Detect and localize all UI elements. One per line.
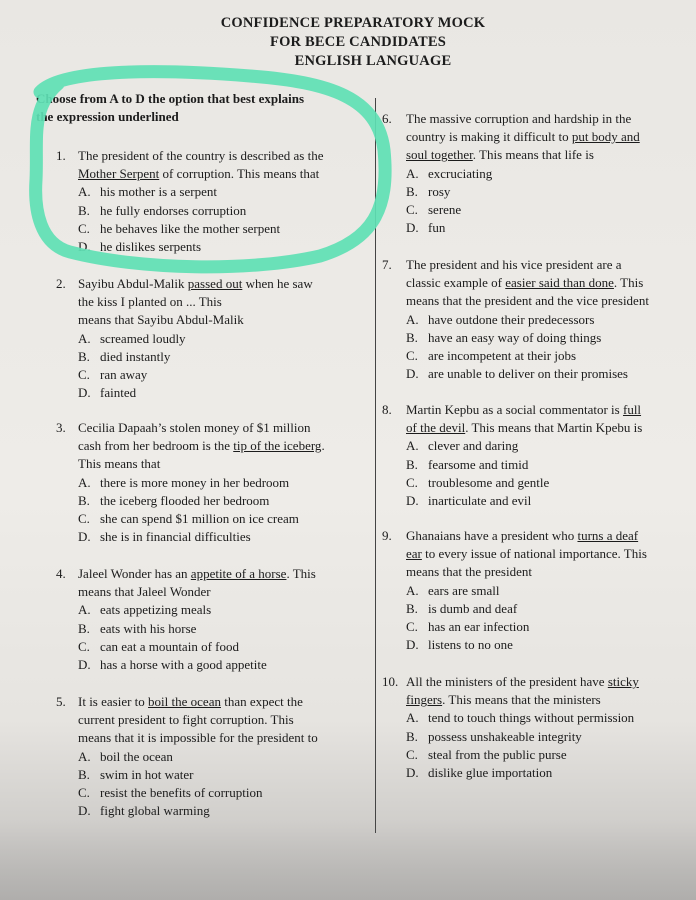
underlined-expression: of the devil <box>406 420 466 436</box>
exam-subtitle: FOR BECE CANDIDATES <box>270 34 446 50</box>
underlined-expression: boil the ocean <box>148 694 221 709</box>
option-text: are incompetent at their jobs <box>428 348 577 364</box>
underlined-expression: sticky <box>607 674 639 689</box>
option-letter: C. <box>78 638 90 654</box>
question-number: 7. <box>382 257 392 272</box>
option-letter: A. <box>78 748 91 764</box>
stem-text: The president of the country is described as the <box>78 148 324 163</box>
option-text: can eat a mountain of food <box>100 638 239 654</box>
stem-text: means that the president <box>406 564 532 580</box>
underlined-expression: soul together <box>406 147 473 163</box>
option-letter: A. <box>406 582 419 598</box>
stem-text: means that Jaleel Wonder <box>78 584 211 600</box>
stem-text: cash from her bedroom is the <box>78 438 234 454</box>
underlined-expression: full <box>622 402 642 417</box>
option-text: he dislikes serpents <box>100 239 202 255</box>
question-number: 9. <box>382 528 392 543</box>
option-text: the iceberg flooded her bedroom <box>100 492 270 508</box>
option-letter: A. <box>78 474 91 490</box>
option-letter: C. <box>78 367 90 383</box>
option-letter: C. <box>78 220 90 236</box>
stem-text: All the ministers of the president have <box>406 674 608 689</box>
option-text: he fully endorses corruption <box>100 202 247 218</box>
question-number: 6. <box>382 111 392 126</box>
option-letter: B. <box>406 600 418 616</box>
option-letter: D. <box>406 220 419 236</box>
stem-text: than expect the <box>220 694 303 709</box>
stem-text: Jaleel Wonder has an <box>78 566 191 581</box>
option-letter: B. <box>406 728 418 744</box>
option-letter: D. <box>78 657 91 673</box>
question-number: 8. <box>382 402 392 417</box>
option-text: inarticulate and evil <box>428 493 532 509</box>
option-text: she is in financial difficulties <box>100 529 251 545</box>
option-text: fight global warming <box>100 803 210 819</box>
option-letter: D. <box>78 803 91 819</box>
option-letter: D. <box>78 385 91 401</box>
option-letter: B. <box>406 329 418 345</box>
option-letter: D. <box>406 366 419 382</box>
stem-text: means that the president and the vice president <box>406 293 649 309</box>
exam-subject: ENGLISH LANGUAGE <box>294 53 452 69</box>
option-text: died instantly <box>100 348 171 364</box>
underlined-expression: fingers <box>406 692 443 708</box>
option-text: have outdone their predecessors <box>428 311 595 327</box>
underlined-expression: tip of the iceberg <box>233 438 322 454</box>
underlined-expression: passed out <box>187 276 243 291</box>
stem-text: current president to fight corruption. This <box>78 712 294 728</box>
option-letter: C. <box>78 511 90 527</box>
option-text: tend to touch things without permission <box>428 710 635 726</box>
underlined-expression: ear <box>406 546 422 562</box>
option-letter: C. <box>406 619 418 635</box>
option-text: dislike glue importation <box>428 765 553 781</box>
stem-text: Martin Kepbu as a social commentator is <box>406 402 623 417</box>
underlined-expression: easier said than done <box>505 275 614 291</box>
option-text: excruciating <box>428 165 493 181</box>
stem-text: The president and his vice president are a <box>406 257 622 272</box>
option-text: she can spend $1 million on ice cream <box>100 511 299 527</box>
option-letter: A. <box>78 184 91 200</box>
option-letter: B. <box>406 183 418 199</box>
option-letter: D. <box>78 239 91 255</box>
option-letter: D. <box>406 493 419 509</box>
option-letter: B. <box>78 766 90 782</box>
underlined-expression: turns a deaf <box>577 528 639 543</box>
option-letter: B. <box>78 620 90 636</box>
option-text: serene <box>428 202 462 218</box>
option-text: swim in hot water <box>100 766 194 782</box>
option-text: ears are small <box>428 582 500 598</box>
question-number: 1. <box>56 148 66 163</box>
option-letter: D. <box>78 529 91 545</box>
option-text: resist the benefits of corruption <box>100 785 263 801</box>
option-text: steal from the public purse <box>428 746 567 762</box>
question-number: 3. <box>56 420 66 435</box>
stem-text: It is easier to <box>78 694 149 709</box>
instructions-line: the expression underlined <box>36 109 179 124</box>
stem-text: of corruption. This means that <box>159 166 320 182</box>
photo-shadow <box>0 820 696 900</box>
stem-text: The massive corruption and hardship in the <box>406 111 632 126</box>
stem-text: classic example of <box>406 275 506 291</box>
question-number: 10. <box>382 674 399 689</box>
stem-text: This means that <box>78 456 161 472</box>
stem-text: Sayibu Abdul-Malik <box>78 276 188 291</box>
stem-text: to every issue of national importance. This <box>421 546 647 562</box>
question-number: 4. <box>56 566 66 581</box>
option-text: he behaves like the mother serpent <box>100 220 281 236</box>
stem-text: Ghanaians have a president who <box>406 528 578 543</box>
underlined-expression: Mother Serpent <box>78 166 160 182</box>
exam-title: CONFIDENCE PREPARATORY MOCK <box>220 15 486 31</box>
option-text: eats with his horse <box>100 620 197 636</box>
option-text: are unable to deliver on their promises <box>428 366 628 382</box>
option-letter: A. <box>406 710 419 726</box>
option-letter: B. <box>78 492 90 508</box>
option-text: possess unshakeable integrity <box>428 728 582 744</box>
option-letter: D. <box>406 637 419 653</box>
option-letter: B. <box>78 348 90 364</box>
option-text: clever and daring <box>428 438 519 454</box>
option-letter: A. <box>406 311 419 327</box>
option-text: troublesome and gentle <box>428 474 550 490</box>
stem-text: means that it is impossible for the president to <box>78 730 318 746</box>
option-text: has a horse with a good appetite <box>100 657 267 673</box>
option-text: has an ear infection <box>428 619 530 635</box>
option-text: screamed loudly <box>100 330 186 346</box>
option-text: fearsome and timid <box>428 456 529 472</box>
option-text: is dumb and deaf <box>428 600 518 616</box>
option-letter: A. <box>406 165 419 181</box>
option-letter: C. <box>406 202 418 218</box>
stem-text: Cecilia Dapaah’s stolen money of $1 million <box>78 420 311 435</box>
question-number: 5. <box>56 694 66 709</box>
stem-text: . <box>321 438 325 454</box>
option-letter: C. <box>406 746 418 762</box>
stem-text: . This means that Martin Kpebu is <box>465 420 643 436</box>
option-letter: A. <box>406 438 419 454</box>
option-letter: C. <box>406 348 418 364</box>
option-text: ran away <box>100 367 148 383</box>
option-letter: D. <box>406 765 419 781</box>
option-text: boil the ocean <box>100 748 173 764</box>
stem-text: . This means that life is <box>472 147 594 163</box>
instructions-line: Choose from A to D the option that best explains <box>36 91 305 106</box>
underlined-expression: put body and <box>571 129 640 145</box>
option-letter: C. <box>406 474 418 490</box>
stem-text: means that Sayibu Abdul-Malik <box>78 312 244 328</box>
option-letter: A. <box>78 330 91 346</box>
underlined-expression: appetite of a horse <box>190 566 287 581</box>
option-text: have an easy way of doing things <box>428 329 602 345</box>
stem-text: . This <box>286 566 316 581</box>
stem-text: when he saw <box>242 276 313 291</box>
question-number: 2. <box>56 276 66 291</box>
option-text: eats appetizing meals <box>100 602 212 618</box>
option-text: fun <box>428 220 446 236</box>
stem-text: country is making it difficult to <box>406 129 572 145</box>
option-letter: C. <box>78 785 90 801</box>
option-text: rosy <box>428 183 451 199</box>
option-text: fainted <box>100 385 137 401</box>
option-letter: B. <box>406 456 418 472</box>
option-text: there is more money in her bedroom <box>100 474 290 490</box>
option-text: his mother is a serpent <box>100 184 217 200</box>
stem-text: . This <box>613 275 644 291</box>
option-text: listens to no one <box>428 637 513 653</box>
option-letter: A. <box>78 602 91 618</box>
option-letter: B. <box>78 202 90 218</box>
stem-text: the kiss I planted on ... This <box>78 294 222 310</box>
stem-text: . This means that the ministers <box>442 692 601 708</box>
